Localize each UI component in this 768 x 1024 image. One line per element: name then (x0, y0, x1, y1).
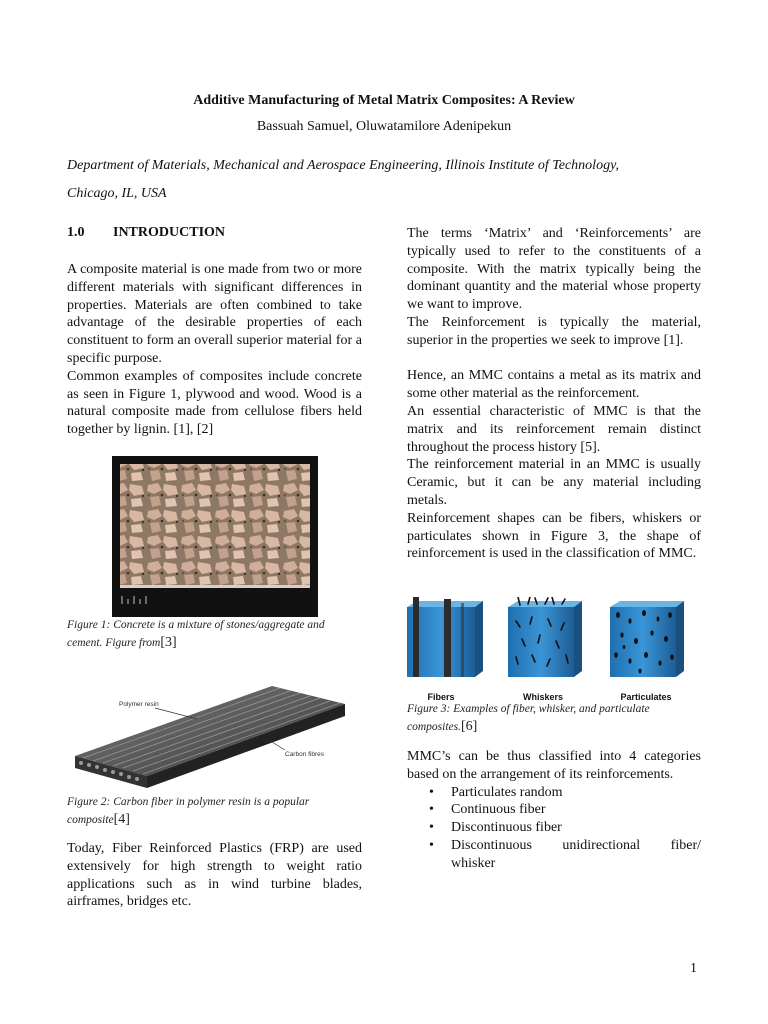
particulates-label: Particulates (620, 692, 672, 702)
section-number: 1.0 (67, 225, 85, 240)
list-item: • Particulates random (451, 784, 701, 802)
intro-paragraph-1: A composite material is one made from two or more different materials with significant differences in properties. Materials are often combined to take advantage of the desirable properties of each constituent to form an overall superior material for a specific purpose. (67, 262, 362, 366)
affiliation-line-1: Department of Materials, Mechanical and Aerospace Engineering, Illinois Institute of Technology, (67, 158, 620, 173)
whiskers-label: Whiskers (522, 692, 564, 702)
classification-paragraph: MMC’s can be thus classified into 4 categories based on the arrangement of its reinforcements. (407, 749, 701, 782)
section-heading (67, 225, 225, 241)
figure-2-label-polymer-resin: Polymer resin (119, 701, 159, 708)
figure-1-caption (67, 617, 362, 652)
page-number: 1 (690, 961, 697, 976)
whiskers-cube (508, 597, 582, 677)
intro-paragraph-3: Today, Fiber Reinforced Plastics (FRP) are used extensively for high strength to weight ratio applications such as in wind turbine blades, airframes, bridges etc. (67, 841, 362, 910)
figure-3-reference: [6] (460, 719, 478, 734)
figure-2-reference: [4] (113, 812, 130, 827)
list-item (451, 837, 701, 873)
intro-paragraph-2: Common examples of composites include concrete as seen in Figure 1, plywood and wood. Wood is a natural composite made from cellulose fibers held together by lignin. [1], [2] (67, 368, 362, 438)
fibers-cube (407, 597, 483, 677)
list-item: • Continuous fiber (451, 801, 701, 819)
figure-3-caption-text: Figure 3: Examples of fiber, whisker, and particulate composites. (407, 703, 650, 733)
left-column-text-1 (67, 261, 362, 439)
particulates-cube (610, 601, 684, 677)
mmc-definition-paragraph: Hence, an MMC contains a metal as its matrix and some other material as the reinforcement. (407, 368, 701, 402)
figure-2-label-carbon-fibres: Carbon fibres (285, 751, 325, 758)
right-column-text-2 (407, 748, 701, 873)
list-item-line-2: whisker (451, 855, 496, 871)
figure-2-caption-text: Figure 2: Carbon fiber in polymer resin is a popular composite (67, 796, 310, 826)
figure-1-reference: [3] (160, 635, 177, 650)
reinforcement-paragraph: The Reinforcement is typically the material, superior in the properties we seek to improve [1]. (407, 314, 701, 348)
figure-3-caption (407, 701, 701, 736)
mmc-characteristic-paragraph: An essential characteristic of MMC is that the matrix and its reinforcement remain distinct throughout the process history [5]. (407, 403, 701, 455)
list-item-line-1: • Discontinuous unidirectional fiber/ (451, 837, 701, 853)
matrix-paragraph: The terms ‘Matrix’ and ‘Reinforcements’ are typically used to refer to the constituents of a composite. With the matrix typically being the dominant quantity and the material whose property we want to improve. (407, 226, 701, 313)
figure-1-caption-text: Figure 1: Concrete is a mixture of stones/aggregate and cement. Figure from (67, 619, 325, 649)
paragraph-spacer (407, 350, 701, 368)
right-column-text-1 (407, 225, 701, 563)
affiliation (67, 152, 707, 208)
fibers-label: Fibers (427, 692, 455, 702)
reinforcement-material-paragraph: The reinforcement material in an MMC is usually Ceramic, but it can be any material including metals. (407, 457, 701, 508)
figure-1-concrete-image (112, 456, 318, 617)
figure-2-caption (67, 794, 362, 829)
classification-list (407, 784, 701, 873)
figure-2-carbon-fiber-image (67, 684, 352, 794)
reinforcement-shapes-paragraph: Reinforcement shapes can be fibers, whiskers or particulates shown in Figure 3, the shape of reinforcement is used in the classification of MMC. (407, 510, 701, 562)
paper-title: Additive Manufacturing of Metal Matrix Composites: A Review (193, 93, 575, 108)
left-column-text-2 (67, 840, 362, 911)
affiliation-line-2: Chicago, IL, USA (67, 186, 167, 201)
figure-3-reinforcement-shapes-image (404, 597, 686, 703)
list-item: • Discontinuous fiber (451, 819, 701, 837)
section-title: INTRODUCTION (113, 225, 226, 240)
author-list: Bassuah Samuel, Oluwatamilore Adenipekun (256, 119, 512, 134)
